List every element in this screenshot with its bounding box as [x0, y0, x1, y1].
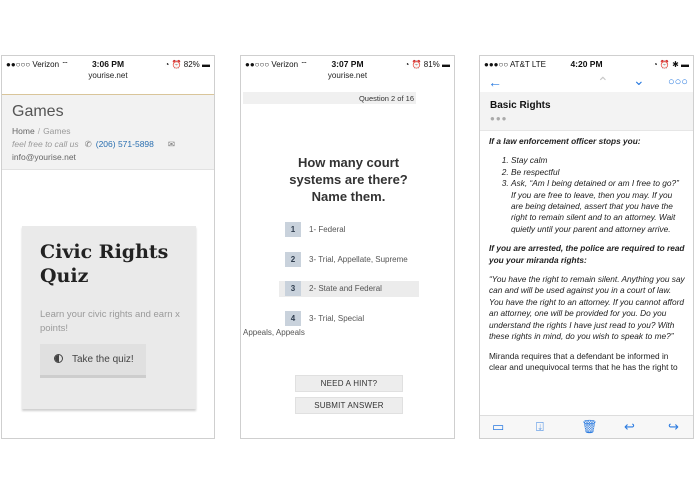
email-heading-stopped: If a law enforcement officer stops you: [489, 136, 641, 146]
answer-number: 3 [285, 281, 301, 296]
quiz-description: Learn your civic rights and earn x points! [40, 309, 180, 334]
contact-line [12, 139, 175, 150]
email-header [480, 92, 693, 131]
chevron-up-icon[interactable]: ⌃ [597, 74, 609, 90]
breadcrumb-current: Games [43, 126, 71, 136]
chevron-down-icon[interactable]: ⌄ [633, 72, 645, 88]
answer-text: 3- Trial, Appellate, Supreme [309, 255, 408, 264]
answer-number: 2 [285, 252, 301, 267]
page-header [2, 95, 214, 170]
answer-option-2[interactable] [279, 252, 419, 268]
miranda-quote: “You have the right to remain silent. Anything you say can and will be used against you in a court of law. You have the right to an attorney. If you cannot afford an attorney, one will be provided for you. Do you understand the rights I have just read to you? With these rights in mind, do you wish to speak to me?” [489, 274, 685, 342]
email-heading-arrested: If you are arrested, the police are required to read you your miranda rights: [489, 243, 685, 265]
list-item: 3. Ask, “Am I being detained or am I free to go?” If you are free to leave, then you may. If you are being detained, assert that you have the right to remain silent and to an attorney. Wait quietly until your parent and attorney arrive. [511, 178, 685, 235]
folder-icon[interactable]: ▭ [492, 419, 505, 434]
list-item: 1. Stay calm [511, 155, 685, 166]
mail-action-bar [480, 415, 693, 438]
page-title: Games [12, 103, 64, 120]
answer-option-3[interactable] [279, 281, 419, 297]
carrier-label: ●●○○○ Verizon ⌔ [6, 60, 69, 69]
answer-text: 1- Federal [309, 225, 346, 234]
phone-screen-email [479, 55, 694, 439]
phone-screen-games [1, 55, 215, 439]
answer-number: 4 [285, 311, 301, 326]
phone-icon: ✆ [84, 139, 92, 149]
address-bar[interactable]: yourise.net [327, 71, 368, 80]
forward-icon[interactable]: ↪ [668, 419, 679, 434]
archive-icon[interactable]: ⍗ [536, 419, 544, 434]
status-bar [480, 56, 693, 73]
carrier-label: ●●○○○ Verizon ⌔ [245, 60, 308, 69]
clock: 4:20 PM [570, 59, 603, 69]
take-quiz-button[interactable] [40, 344, 146, 378]
take-quiz-label: Take the quiz! [72, 354, 134, 365]
breadcrumb-home-link[interactable]: Home [12, 126, 35, 136]
phone-number-link[interactable]: (206) 571-5898 [95, 139, 154, 149]
submit-answer-button[interactable]: SUBMIT ANSWER [295, 397, 403, 414]
hint-button[interactable]: NEED A HINT? [295, 375, 403, 392]
question-text: How many court systems are there? Name them. [289, 155, 408, 204]
clock: 3:07 PM [331, 59, 364, 69]
battery-indicator: ◔ ⏰ 81% ▬ [404, 60, 450, 69]
envelope-icon: ✉ [167, 139, 176, 149]
answer-text: 3- Trial, Special Appeals, Appeals [243, 314, 365, 337]
trash-icon[interactable]: 🗑 [581, 419, 598, 434]
question-counter: Question 2 of 16 [358, 94, 414, 103]
battery-indicator: ◔ ⏰ 82% ▬ [164, 60, 210, 69]
email-subject: Basic Rights [490, 100, 551, 111]
half-circle-icon [54, 354, 63, 363]
breadcrumb-separator: / [37, 126, 41, 136]
back-arrow-icon[interactable]: ← [488, 74, 502, 90]
call-label: feel free to call us [12, 139, 79, 149]
phone-screen-quiz [240, 55, 455, 439]
reply-icon[interactable]: ↩ [624, 419, 635, 434]
answer-option-1[interactable] [279, 222, 419, 238]
carrier-label: ●●●○○ AT&T LTE [484, 60, 546, 69]
mail-toolbar [480, 72, 693, 92]
answer-number: 1 [285, 222, 301, 237]
answer-option-4[interactable] [243, 311, 419, 341]
instructions-list [489, 155, 685, 235]
battery-indicator: ◔ ⏰ ✱ ▬ [652, 60, 689, 69]
email-body [489, 136, 685, 381]
more-icon[interactable]: ○○○ [668, 76, 688, 88]
answer-text: 2- State and Federal [309, 284, 382, 293]
address-bar[interactable]: yourise.net [88, 71, 128, 80]
email-closing-text: Miranda requires that a defendant be informed in clear and unequivocal terms that he has the right to [489, 350, 678, 372]
email-link[interactable]: info@yourise.net [12, 152, 76, 162]
quiz-title: Civic Rights Quiz [40, 241, 169, 287]
clock: 3:06 PM [91, 59, 125, 69]
breadcrumb [12, 126, 70, 136]
list-item: 2. Be respectful [511, 167, 685, 178]
more-details-icon[interactable]: ●●● [490, 114, 508, 123]
question-progress-bar [243, 92, 416, 104]
quiz-card [22, 226, 196, 409]
